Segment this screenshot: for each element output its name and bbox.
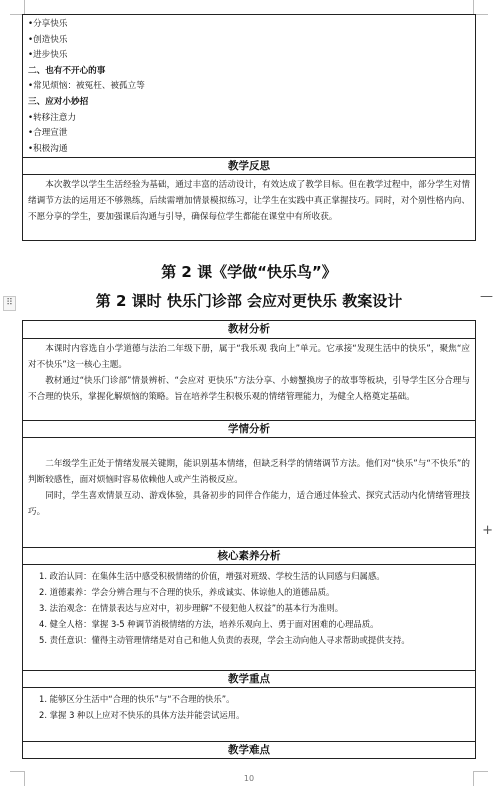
core-literacy-header: 核心素养分析 bbox=[23, 547, 475, 564]
literacy-item: 4. 健全人格：掌握 3-5 种调节消极情绪的方法，培养乐观向上、勇于面对困难的心理品质。 bbox=[39, 619, 379, 629]
outline-item: •创造快乐 bbox=[28, 34, 68, 45]
literacy-item: 5. 责任意识：懂得主动管理情绪是对自己和他人负责的表现，学会主动向他人寻求帮助或提供支持。 bbox=[39, 635, 410, 645]
literacy-item: 2. 道德素养：学会分辨合理与不合理的快乐，养成诚实、体谅他人的道德品质。 bbox=[39, 587, 335, 597]
outline-item: •进步快乐 bbox=[28, 50, 68, 61]
lesson-subtitle: 第 2 课时 快乐门诊部 会应对更快乐 教案设计 bbox=[95, 292, 403, 310]
top-table bbox=[22, 14, 476, 241]
lesson-plan-table bbox=[22, 320, 476, 759]
learner-paragraph: 同时，学生喜欢情景互动、游戏体验，具备初步的同伴合作能力，适合通过体验式、探究式活动内化情绪管理技巧。 bbox=[28, 491, 470, 517]
focus-item: 1. 能够区分生活中“合理的快乐”与“不合理的快乐”。 bbox=[39, 694, 235, 704]
teaching-focus-cell bbox=[23, 687, 475, 741]
expand-icon[interactable]: + bbox=[482, 523, 493, 538]
learner-paragraph: 二年级学生正处于情绪发展关键期，能识别基本情绪，但缺乏科学的情绪调节方法。他们对“快乐”与“不快乐”的判断较感性，面对烦恼时容易依赖他人或产生消极反应。 bbox=[28, 459, 470, 485]
outline-heading: 三、应对小妙招 bbox=[28, 96, 89, 107]
teaching-focus-header: 教学重点 bbox=[23, 670, 475, 687]
material-paragraph: 本课时内容选自小学道德与法治二年级下册，属于“我乐观 我向上”单元。它承接“发现生活中的快乐”，聚焦“应对不快乐”这一核心主题。 bbox=[28, 344, 470, 370]
literacy-item: 3. 法治观念：在情景表达与应对中，初步理解“不侵犯他人权益”的基本行为准则。 bbox=[39, 603, 344, 613]
outline-item: •分享快乐 bbox=[28, 19, 68, 29]
collapse-icon[interactable]: — bbox=[480, 289, 493, 304]
material-analysis-cell bbox=[23, 338, 475, 420]
core-literacy-cell bbox=[23, 564, 475, 670]
lesson-title: 第 2 课《学做“快乐鸟”》 bbox=[161, 263, 337, 281]
teaching-difficulty-header: 教学难点 bbox=[23, 741, 475, 758]
reflection-cell bbox=[23, 174, 475, 240]
learner-analysis-cell bbox=[23, 437, 475, 547]
outline-item: •常见烦恼：被冤枉、被孤立等 bbox=[28, 81, 145, 92]
crop-mark bbox=[10, 0, 25, 15]
focus-item: 2. 掌握 3 种以上应对不快乐的具体方法并能尝试运用。 bbox=[39, 710, 245, 720]
paragraph-handle-icon[interactable]: ⠿ bbox=[3, 296, 16, 311]
crop-mark bbox=[473, 0, 488, 15]
outline-item: •积极沟通 bbox=[28, 143, 68, 154]
outline-item: •合理宣泄 bbox=[28, 128, 68, 139]
outline-item: •转移注意力 bbox=[28, 112, 77, 123]
page-number: 10 bbox=[243, 774, 255, 783]
outline-heading: 二、也有不开心的事 bbox=[28, 65, 106, 76]
material-analysis-header: 教材分析 bbox=[228, 323, 270, 335]
literacy-item: 1. 政治认同：在集体生活中感受积极情绪的价值，增强对班级、学校生活的认同感与归属感。 bbox=[39, 571, 385, 581]
reflection-header: 教学反思 bbox=[23, 157, 475, 174]
learner-analysis-header: 学情分析 bbox=[23, 420, 475, 437]
reflection-text: 本次教学以学生生活经验为基础，通过丰富的活动设计，有效达成了教学目标。但在教学过程中，部分学生对情绪调节方法的运用还不够熟练，后续需增加情景模拟练习，让学生在实践中真正掌握技巧。同时，对个别性格内向、不愿分享的学生，要加强课后沟通与引导，确保每位学生都能在课堂中有所收获。 bbox=[28, 180, 470, 222]
board-outline-cell bbox=[23, 15, 475, 157]
material-paragraph: 教材通过“快乐门诊部”情景辨析、“会应对 更快乐”方法分享、小螃蟹换房子的故事等板块，引导学生区分合理与不合理的快乐，掌握化解烦恼的策略。旨在培养学生积极乐观的情绪管理能力，为健全人格奠定基础。 bbox=[28, 376, 470, 402]
